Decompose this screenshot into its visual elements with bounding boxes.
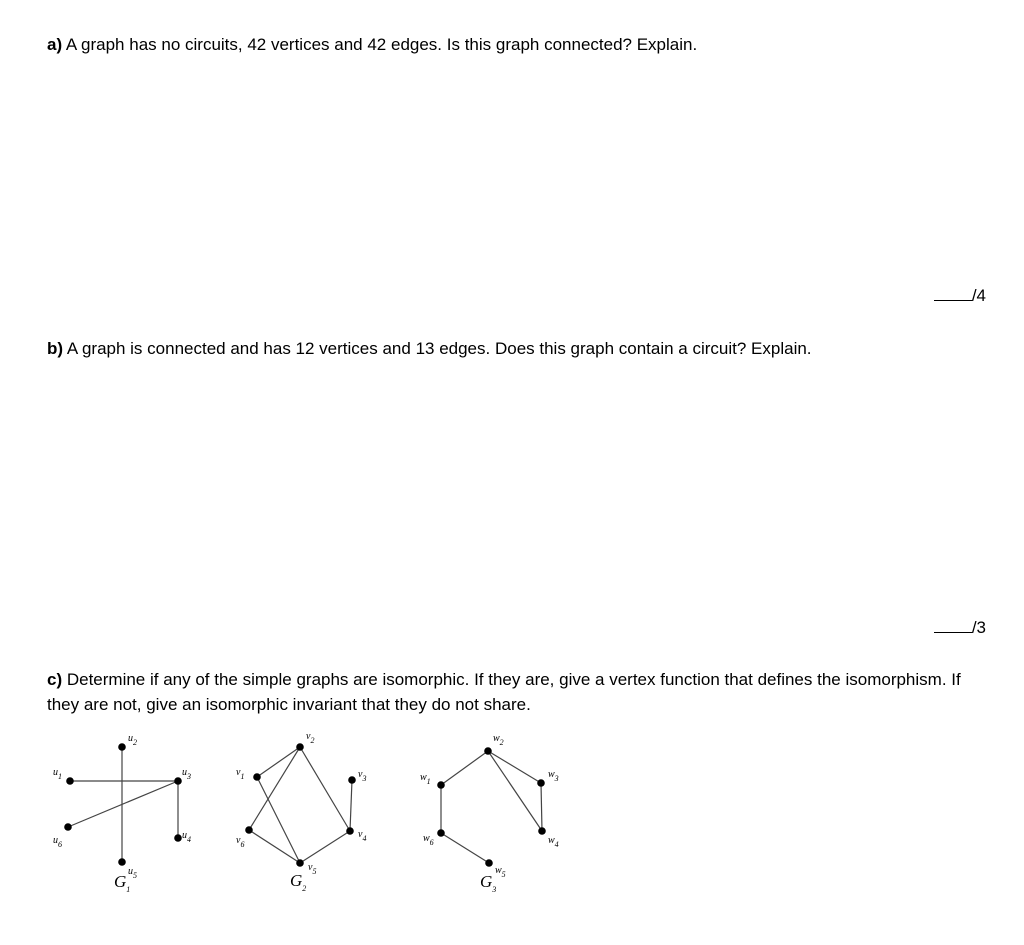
question-b-text: A graph is connected and has 12 vertices and 13 edges. Does this graph contain a circuit? Explain. xyxy=(63,339,812,358)
edge xyxy=(300,747,350,831)
vertex-u1 xyxy=(66,777,74,785)
label-w4: $w_4$ xyxy=(548,835,559,849)
label-w3: $w_3$ xyxy=(548,769,559,783)
label-u5: $u_5$ xyxy=(128,866,137,880)
edge xyxy=(441,751,488,785)
label-u1: $u_1$ xyxy=(53,767,62,781)
vertex-u5 xyxy=(118,858,126,866)
vertex-u2 xyxy=(118,743,126,751)
question-a-label: a) xyxy=(47,35,63,54)
vertex-v4 xyxy=(346,827,354,835)
score-total: /4 xyxy=(971,286,986,305)
score-line xyxy=(934,286,972,301)
vertex-w4 xyxy=(538,827,546,835)
label-v5: $v_5$ xyxy=(308,862,317,876)
graph-g3-label: $G_3$ xyxy=(480,872,497,894)
graph-g2-label: $G_2$ xyxy=(290,871,307,893)
question-a xyxy=(47,32,697,57)
vertex-u3 xyxy=(174,777,182,785)
vertex-v2 xyxy=(296,743,304,751)
score-line xyxy=(934,618,972,633)
question-b xyxy=(47,336,812,361)
edge xyxy=(249,747,300,830)
question-b-label: b) xyxy=(47,339,64,358)
edge xyxy=(488,751,541,783)
score-blank-a xyxy=(934,286,986,306)
edge xyxy=(350,780,352,831)
label-u3: $u_3$ xyxy=(182,767,191,781)
graph-g3 xyxy=(441,751,542,863)
score-blank-b xyxy=(934,618,986,638)
graph-figures xyxy=(20,725,580,935)
score-total: /3 xyxy=(971,618,986,637)
label-u4: $u_4$ xyxy=(182,830,191,844)
label-w5: $w_5$ xyxy=(495,865,506,879)
label-u6: $u_6$ xyxy=(53,835,62,849)
vertex-v6 xyxy=(245,826,253,834)
edge xyxy=(488,751,542,831)
edge xyxy=(257,777,300,863)
edge xyxy=(541,783,542,831)
graph-g2-vertices xyxy=(245,743,356,867)
label-v1: $v_1$ xyxy=(236,767,245,781)
label-w2: $w_2$ xyxy=(493,733,504,747)
vertex-w5 xyxy=(485,859,493,867)
label-w1: $w_1$ xyxy=(420,772,431,786)
vertex-w6 xyxy=(437,829,445,837)
edge xyxy=(300,831,350,863)
label-v2: $v_2$ xyxy=(306,731,315,745)
vertex-u4 xyxy=(174,834,182,842)
edge xyxy=(441,833,489,863)
vertex-w1 xyxy=(437,781,445,789)
graph-g2 xyxy=(249,747,352,863)
label-u2: $u_2$ xyxy=(128,733,137,747)
vertex-w2 xyxy=(484,747,492,755)
question-c-text: Determine if any of the simple graphs are isomorphic. If they are, give a vertex function that defines the isomorphism. If they are not, give an isomorphic invariant that they do not share. xyxy=(47,670,961,714)
label-w6: $w_6$ xyxy=(423,833,434,847)
vertex-w3 xyxy=(537,779,545,787)
vertex-u6 xyxy=(64,823,72,831)
label-v6: $v_6$ xyxy=(236,835,245,849)
graph-g3-vertices xyxy=(437,747,546,867)
vertex-v5 xyxy=(296,859,304,867)
vertex-v3 xyxy=(348,776,356,784)
question-a-text: A graph has no circuits, 42 vertices and 42 edges. Is this graph connected? Explain. xyxy=(62,35,698,54)
graph-g1 xyxy=(68,747,178,862)
label-v3: $v_3$ xyxy=(358,769,367,783)
label-v4: $v_4$ xyxy=(358,829,367,843)
question-c xyxy=(47,667,967,717)
question-c-label: c) xyxy=(47,670,63,689)
edge xyxy=(68,781,178,827)
vertex-v1 xyxy=(253,773,261,781)
graph-g1-label: $G_1$ xyxy=(114,872,131,894)
edge xyxy=(257,747,300,777)
